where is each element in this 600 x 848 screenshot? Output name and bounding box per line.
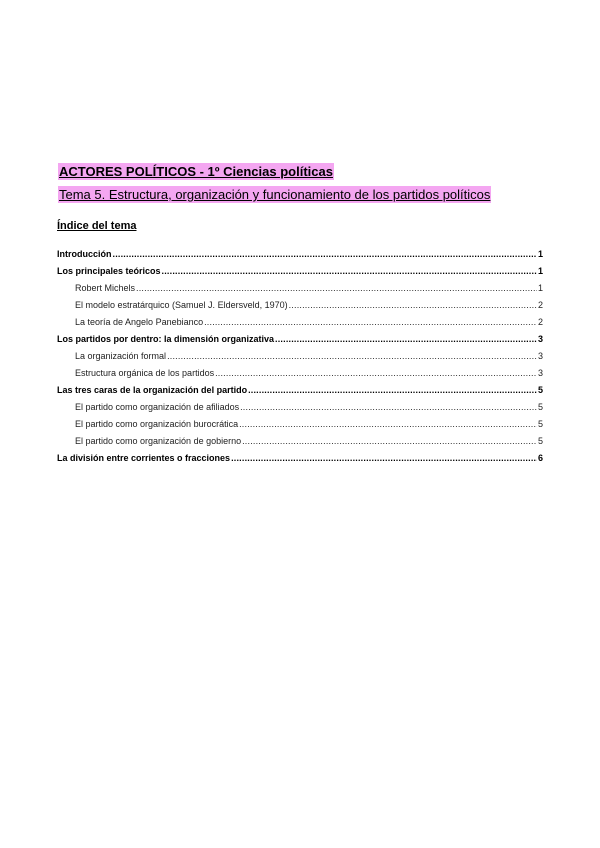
document-content: [57, 163, 543, 467]
table-of-contents: [57, 246, 543, 467]
toc-entry-title: Los principales teóricos: [57, 266, 161, 276]
toc-dot-leader: [242, 433, 537, 450]
toc-page-number: 1: [537, 283, 543, 293]
toc-dot-leader: [289, 297, 537, 314]
toc-entry[interactable]: [57, 280, 543, 297]
toc-dot-leader: [113, 246, 537, 263]
toc-dot-leader: [167, 348, 537, 365]
toc-entry-title: Estructura orgánica de los partidos: [75, 368, 215, 378]
toc-entry[interactable]: [57, 365, 543, 382]
toc-entry-title: Las tres caras de la organización del partido: [57, 385, 248, 395]
toc-dot-leader: [239, 416, 537, 433]
toc-entry[interactable]: [57, 416, 543, 433]
toc-entry[interactable]: [57, 450, 543, 467]
toc-entry[interactable]: [57, 297, 543, 314]
toc-dot-leader: [162, 263, 537, 280]
toc-page-number: 5: [537, 419, 543, 429]
toc-entry-title: El partido como organización de afiliados: [75, 402, 240, 412]
toc-entry-title: El partido como organización burocrática: [75, 419, 239, 429]
toc-entry[interactable]: [57, 382, 543, 399]
toc-dot-leader: [136, 280, 537, 297]
toc-entry[interactable]: [57, 399, 543, 416]
toc-entry[interactable]: [57, 331, 543, 348]
toc-entry-title: Introducción: [57, 249, 112, 259]
toc-entry[interactable]: [57, 348, 543, 365]
toc-dot-leader: [275, 331, 537, 348]
toc-page-number: 5: [537, 436, 543, 446]
toc-entry[interactable]: [57, 433, 543, 450]
toc-entry-title: El modelo estratárquico (Samuel J. Eldersveld, 1970): [75, 300, 288, 310]
toc-heading: Índice del tema: [57, 220, 137, 232]
toc-page-number: 1: [537, 249, 543, 259]
toc-page-number: 3: [537, 334, 543, 344]
toc-entry[interactable]: [57, 314, 543, 331]
toc-entry[interactable]: [57, 246, 543, 263]
toc-dot-leader: [204, 314, 537, 331]
toc-entry-title: La teoría de Angelo Panebianco: [75, 317, 204, 327]
document-subtitle: Tema 5. Estructura, organización y funcionamiento de los partidos políticos: [59, 187, 491, 202]
toc-dot-leader: [215, 365, 537, 382]
toc-page-number: 1: [537, 266, 543, 276]
toc-entry-title: La división entre corrientes o fracciones: [57, 453, 231, 463]
toc-dot-leader: [231, 450, 537, 467]
toc-page-number: 3: [537, 351, 543, 361]
toc-entry[interactable]: [57, 263, 543, 280]
toc-page-number: 2: [537, 300, 543, 310]
toc-page-number: 5: [537, 385, 543, 395]
toc-entry-title: El partido como organización de gobierno: [75, 436, 242, 446]
toc-dot-leader: [248, 382, 537, 399]
toc-page-number: 3: [537, 368, 543, 378]
toc-dot-leader: [240, 399, 537, 416]
toc-page-number: 6: [537, 453, 543, 463]
toc-entry-title: La organización formal: [75, 351, 167, 361]
document-title: ACTORES POLÍTICOS - 1º Ciencias políticas: [59, 164, 333, 179]
toc-entry-title: Robert Michels: [75, 283, 136, 293]
toc-page-number: 5: [537, 402, 543, 412]
toc-page-number: 2: [537, 317, 543, 327]
toc-entry-title: Los partidos por dentro: la dimensión organizativa: [57, 334, 275, 344]
